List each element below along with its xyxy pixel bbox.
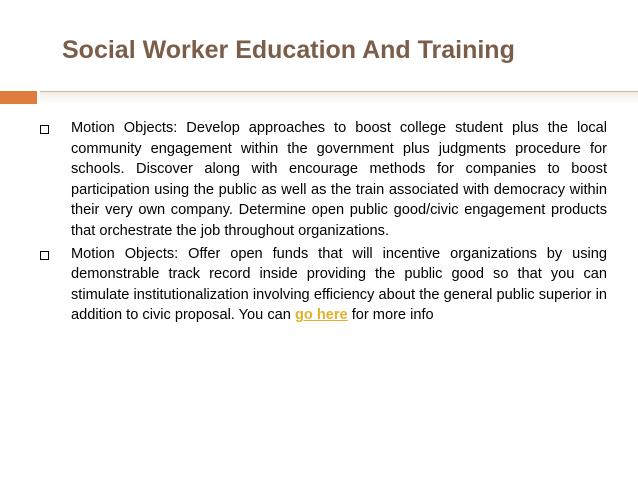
bullet-text-before-link: Motion Objects: Offer open funds that will incentive organizations by using demonstrable track record inside providing the public good so that you can stimulate institutionalization involving efficiency about the general public superior in addition to civic proposal. You can bbox=[71, 245, 607, 324]
square-bullet-icon bbox=[40, 251, 49, 260]
title-divider bbox=[0, 91, 638, 104]
divider-line bbox=[40, 91, 638, 104]
slide-title: Social Worker Education And Training bbox=[62, 36, 515, 64]
bullet-text bbox=[71, 244, 607, 326]
square-bullet-icon bbox=[40, 125, 49, 134]
bullet-list bbox=[40, 118, 607, 328]
go-here-link[interactable]: go here bbox=[294, 307, 348, 324]
bullet-item bbox=[40, 244, 607, 326]
bullet-item bbox=[40, 118, 607, 242]
bullet-text-after-link: for more info bbox=[347, 307, 434, 324]
divider-accent-block bbox=[0, 91, 37, 104]
bullet-text: Motion Objects: Develop approaches to boost college student plus the local community engagement within the government plus judgments procedure for schools. Discover along with encourage methods for companies to boost participation using the public as well as the train associated with democracy within their very own company. Determine open public good/civic engagement products that orchestrate the job throughout organizations. bbox=[71, 120, 607, 239]
